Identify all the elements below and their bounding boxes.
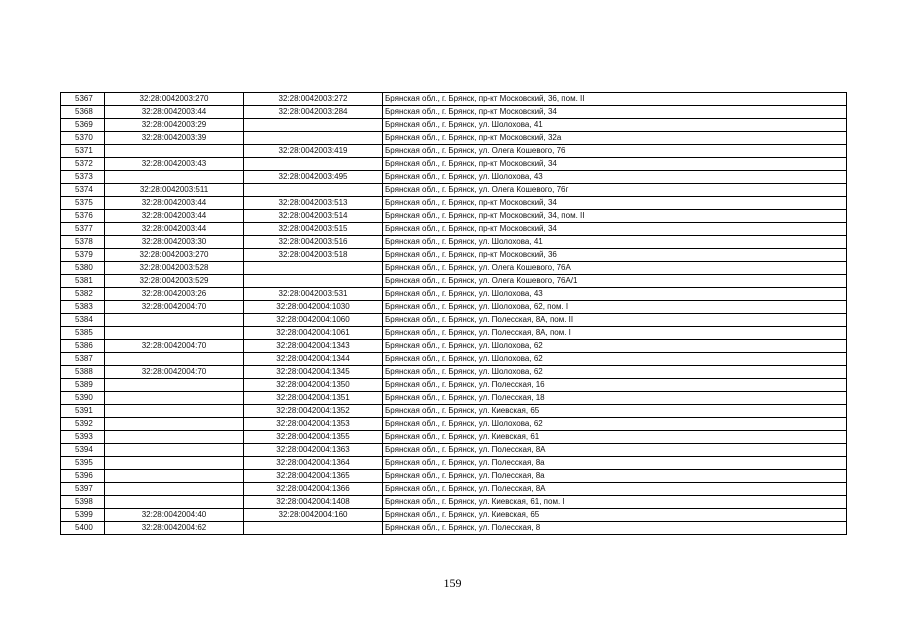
- address-cell: Брянская обл., г. Брянск, ул. Олега Кошевого, 76: [383, 145, 847, 158]
- address-cell: Брянская обл., г. Брянск, пр-кт Московский, 34: [383, 223, 847, 236]
- address-cell: Брянская обл., г. Брянск, ул. Шолохова, 62: [383, 353, 847, 366]
- cadastral-number-cell: [105, 418, 244, 431]
- cadastral-number-cell: [105, 379, 244, 392]
- address-cell: Брянская обл., г. Брянск, пр-кт Московский, 34: [383, 106, 847, 119]
- row-number-cell: 5370: [61, 132, 105, 145]
- related-cadastral-number-cell: 32:28:0042004:1365: [244, 470, 383, 483]
- cadastral-number-cell: 32:28:0042004:62: [105, 522, 244, 535]
- related-cadastral-number-cell: 32:28:0042003:495: [244, 171, 383, 184]
- row-number-cell: 5381: [61, 275, 105, 288]
- table-row: [61, 236, 847, 249]
- address-cell: Брянская обл., г. Брянск, ул. Олега Кошевого, 76г: [383, 184, 847, 197]
- address-cell: Брянская обл., г. Брянск, ул. Шолохова, 41: [383, 119, 847, 132]
- address-cell: Брянская обл., г. Брянск, ул. Полесская, 16: [383, 379, 847, 392]
- address-cell: Брянская обл., г. Брянск, пр-кт Московский, 34, пом. II: [383, 210, 847, 223]
- related-cadastral-number-cell: 32:28:0042003:531: [244, 288, 383, 301]
- related-cadastral-number-cell: [244, 132, 383, 145]
- table-row: [61, 119, 847, 132]
- row-number-cell: 5400: [61, 522, 105, 535]
- related-cadastral-number-cell: 32:28:0042003:515: [244, 223, 383, 236]
- cadastral-number-cell: [105, 496, 244, 509]
- table-row: [61, 106, 847, 119]
- cadastral-number-cell: 32:28:0042003:30: [105, 236, 244, 249]
- address-cell: Брянская обл., г. Брянск, ул. Полесская, 8А, пом. I: [383, 327, 847, 340]
- address-cell: Брянская обл., г. Брянск, ул. Полесская, 8а: [383, 470, 847, 483]
- address-cell: Брянская обл., г. Брянск, ул. Киевская, 65: [383, 509, 847, 522]
- related-cadastral-number-cell: 32:28:0042004:1366: [244, 483, 383, 496]
- cadastral-number-cell: 32:28:0042003:270: [105, 249, 244, 262]
- cadastral-number-cell: [105, 327, 244, 340]
- row-number-cell: 5399: [61, 509, 105, 522]
- cadastral-number-cell: 32:28:0042003:44: [105, 223, 244, 236]
- row-number-cell: 5390: [61, 392, 105, 405]
- table-row: [61, 249, 847, 262]
- row-number-cell: 5385: [61, 327, 105, 340]
- cadastral-number-cell: 32:28:0042004:70: [105, 301, 244, 314]
- related-cadastral-number-cell: 32:28:0042003:513: [244, 197, 383, 210]
- related-cadastral-number-cell: 32:28:0042004:160: [244, 509, 383, 522]
- table-row: [61, 470, 847, 483]
- row-number-cell: 5374: [61, 184, 105, 197]
- related-cadastral-number-cell: [244, 158, 383, 171]
- address-cell: Брянская обл., г. Брянск, ул. Шолохова, 62: [383, 366, 847, 379]
- cadastral-number-cell: 32:28:0042003:270: [105, 93, 244, 106]
- property-register-table: [60, 92, 847, 535]
- table-row: [61, 210, 847, 223]
- address-cell: Брянская обл., г. Брянск, ул. Полесская, 8А: [383, 444, 847, 457]
- cadastral-number-cell: 32:28:0042004:70: [105, 366, 244, 379]
- table-row: [61, 340, 847, 353]
- table-row: [61, 158, 847, 171]
- address-cell: Брянская обл., г. Брянск, пр-кт Московский, 34: [383, 197, 847, 210]
- cadastral-number-cell: 32:28:0042003:43: [105, 158, 244, 171]
- related-cadastral-number-cell: 32:28:0042003:516: [244, 236, 383, 249]
- cadastral-number-cell: 32:28:0042003:44: [105, 106, 244, 119]
- row-number-cell: 5371: [61, 145, 105, 158]
- cadastral-number-cell: [105, 405, 244, 418]
- row-number-cell: 5397: [61, 483, 105, 496]
- cadastral-number-cell: [105, 444, 244, 457]
- related-cadastral-number-cell: 32:28:0042004:1344: [244, 353, 383, 366]
- address-cell: Брянская обл., г. Брянск, ул. Полесская, 8а: [383, 457, 847, 470]
- table-row: [61, 431, 847, 444]
- related-cadastral-number-cell: 32:28:0042004:1353: [244, 418, 383, 431]
- row-number-cell: 5382: [61, 288, 105, 301]
- table-row: [61, 223, 847, 236]
- row-number-cell: 5398: [61, 496, 105, 509]
- table-row: [61, 184, 847, 197]
- cadastral-number-cell: [105, 353, 244, 366]
- address-cell: Брянская обл., г. Брянск, пр-кт Московский, 36: [383, 249, 847, 262]
- cadastral-number-cell: 32:28:0042004:70: [105, 340, 244, 353]
- table-row: [61, 262, 847, 275]
- row-number-cell: 5377: [61, 223, 105, 236]
- related-cadastral-number-cell: 32:28:0042004:1351: [244, 392, 383, 405]
- address-cell: Брянская обл., г. Брянск, ул. Киевская, 61, пом. I: [383, 496, 847, 509]
- row-number-cell: 5395: [61, 457, 105, 470]
- row-number-cell: 5384: [61, 314, 105, 327]
- related-cadastral-number-cell: 32:28:0042004:1355: [244, 431, 383, 444]
- table-row: [61, 353, 847, 366]
- table-row: [61, 288, 847, 301]
- cadastral-number-cell: [105, 392, 244, 405]
- table-row: [61, 418, 847, 431]
- table-row: [61, 132, 847, 145]
- cadastral-number-cell: [105, 431, 244, 444]
- table-row: [61, 301, 847, 314]
- row-number-cell: 5396: [61, 470, 105, 483]
- row-number-cell: 5394: [61, 444, 105, 457]
- table-row: [61, 314, 847, 327]
- related-cadastral-number-cell: 32:28:0042003:419: [244, 145, 383, 158]
- cadastral-number-cell: 32:28:0042003:44: [105, 197, 244, 210]
- table-row: [61, 379, 847, 392]
- address-cell: Брянская обл., г. Брянск, ул. Полесская, 8А: [383, 483, 847, 496]
- related-cadastral-number-cell: 32:28:0042004:1060: [244, 314, 383, 327]
- table-row: [61, 522, 847, 535]
- cadastral-number-cell: [105, 145, 244, 158]
- cadastral-number-cell: [105, 483, 244, 496]
- row-number-cell: 5369: [61, 119, 105, 132]
- related-cadastral-number-cell: 32:28:0042003:514: [244, 210, 383, 223]
- related-cadastral-number-cell: [244, 522, 383, 535]
- row-number-cell: 5391: [61, 405, 105, 418]
- related-cadastral-number-cell: 32:28:0042004:1352: [244, 405, 383, 418]
- related-cadastral-number-cell: [244, 262, 383, 275]
- related-cadastral-number-cell: [244, 184, 383, 197]
- cadastral-number-cell: 32:28:0042003:511: [105, 184, 244, 197]
- table-row: [61, 444, 847, 457]
- related-cadastral-number-cell: 32:28:0042004:1408: [244, 496, 383, 509]
- related-cadastral-number-cell: 32:28:0042004:1345: [244, 366, 383, 379]
- table-body: [61, 93, 847, 535]
- table-row: [61, 93, 847, 106]
- table-row: [61, 275, 847, 288]
- row-number-cell: 5373: [61, 171, 105, 184]
- related-cadastral-number-cell: 32:28:0042004:1030: [244, 301, 383, 314]
- cadastral-number-cell: 32:28:0042003:39: [105, 132, 244, 145]
- address-cell: Брянская обл., г. Брянск, ул. Шолохова, 62, пом. I: [383, 301, 847, 314]
- related-cadastral-number-cell: [244, 119, 383, 132]
- address-cell: Брянская обл., г. Брянск, ул. Полесская, 18: [383, 392, 847, 405]
- table-row: [61, 366, 847, 379]
- address-cell: Брянская обл., г. Брянск, ул. Шолохова, 62: [383, 340, 847, 353]
- page-number: 159: [443, 576, 462, 590]
- row-number-cell: 5375: [61, 197, 105, 210]
- row-number-cell: 5378: [61, 236, 105, 249]
- table-row: [61, 197, 847, 210]
- row-number-cell: 5388: [61, 366, 105, 379]
- address-cell: Брянская обл., г. Брянск, ул. Полесская, 8: [383, 522, 847, 535]
- cadastral-number-cell: 32:28:0042003:528: [105, 262, 244, 275]
- row-number-cell: 5368: [61, 106, 105, 119]
- cadastral-number-cell: 32:28:0042004:40: [105, 509, 244, 522]
- row-number-cell: 5393: [61, 431, 105, 444]
- cadastral-number-cell: [105, 457, 244, 470]
- related-cadastral-number-cell: 32:28:0042004:1061: [244, 327, 383, 340]
- table-row: [61, 405, 847, 418]
- address-cell: Брянская обл., г. Брянск, ул. Шолохова, 43: [383, 171, 847, 184]
- table-row: [61, 392, 847, 405]
- related-cadastral-number-cell: 32:28:0042004:1343: [244, 340, 383, 353]
- row-number-cell: 5380: [61, 262, 105, 275]
- cadastral-number-cell: 32:28:0042003:529: [105, 275, 244, 288]
- address-cell: Брянская обл., г. Брянск, ул. Шолохова, 62: [383, 418, 847, 431]
- cadastral-number-cell: [105, 470, 244, 483]
- related-cadastral-number-cell: [244, 275, 383, 288]
- address-cell: Брянская обл., г. Брянск, ул. Шолохова, 41: [383, 236, 847, 249]
- table-row: [61, 509, 847, 522]
- table-row: [61, 496, 847, 509]
- row-number-cell: 5387: [61, 353, 105, 366]
- row-number-cell: 5383: [61, 301, 105, 314]
- row-number-cell: 5379: [61, 249, 105, 262]
- cadastral-number-cell: [105, 171, 244, 184]
- cadastral-number-cell: [105, 314, 244, 327]
- related-cadastral-number-cell: 32:28:0042003:272: [244, 93, 383, 106]
- row-number-cell: 5372: [61, 158, 105, 171]
- related-cadastral-number-cell: 32:28:0042004:1364: [244, 457, 383, 470]
- table-row: [61, 171, 847, 184]
- related-cadastral-number-cell: 32:28:0042004:1350: [244, 379, 383, 392]
- table-row: [61, 457, 847, 470]
- address-cell: Брянская обл., г. Брянск, пр-кт Московский, 36, пом. II: [383, 93, 847, 106]
- address-cell: Брянская обл., г. Брянск, ул. Киевская, 65: [383, 405, 847, 418]
- table-row: [61, 483, 847, 496]
- address-cell: Брянская обл., г. Брянск, ул. Полесская, 8А, пом. II: [383, 314, 847, 327]
- row-number-cell: 5392: [61, 418, 105, 431]
- row-number-cell: 5376: [61, 210, 105, 223]
- address-cell: Брянская обл., г. Брянск, пр-кт Московский, 34: [383, 158, 847, 171]
- row-number-cell: 5389: [61, 379, 105, 392]
- row-number-cell: 5367: [61, 93, 105, 106]
- address-cell: Брянская обл., г. Брянск, пр-кт Московский, 32а: [383, 132, 847, 145]
- cadastral-number-cell: 32:28:0042003:26: [105, 288, 244, 301]
- row-number-cell: 5386: [61, 340, 105, 353]
- address-cell: Брянская обл., г. Брянск, ул. Шолохова, 43: [383, 288, 847, 301]
- cadastral-number-cell: 32:28:0042003:44: [105, 210, 244, 223]
- table-row: [61, 327, 847, 340]
- related-cadastral-number-cell: 32:28:0042003:284: [244, 106, 383, 119]
- table-row: [61, 145, 847, 158]
- address-cell: Брянская обл., г. Брянск, ул. Киевская, 61: [383, 431, 847, 444]
- related-cadastral-number-cell: 32:28:0042004:1363: [244, 444, 383, 457]
- address-cell: Брянская обл., г. Брянск, ул. Олега Кошевого, 76А/1: [383, 275, 847, 288]
- related-cadastral-number-cell: 32:28:0042003:518: [244, 249, 383, 262]
- cadastral-number-cell: 32:28:0042003:29: [105, 119, 244, 132]
- address-cell: Брянская обл., г. Брянск, ул. Олега Кошевого, 76А: [383, 262, 847, 275]
